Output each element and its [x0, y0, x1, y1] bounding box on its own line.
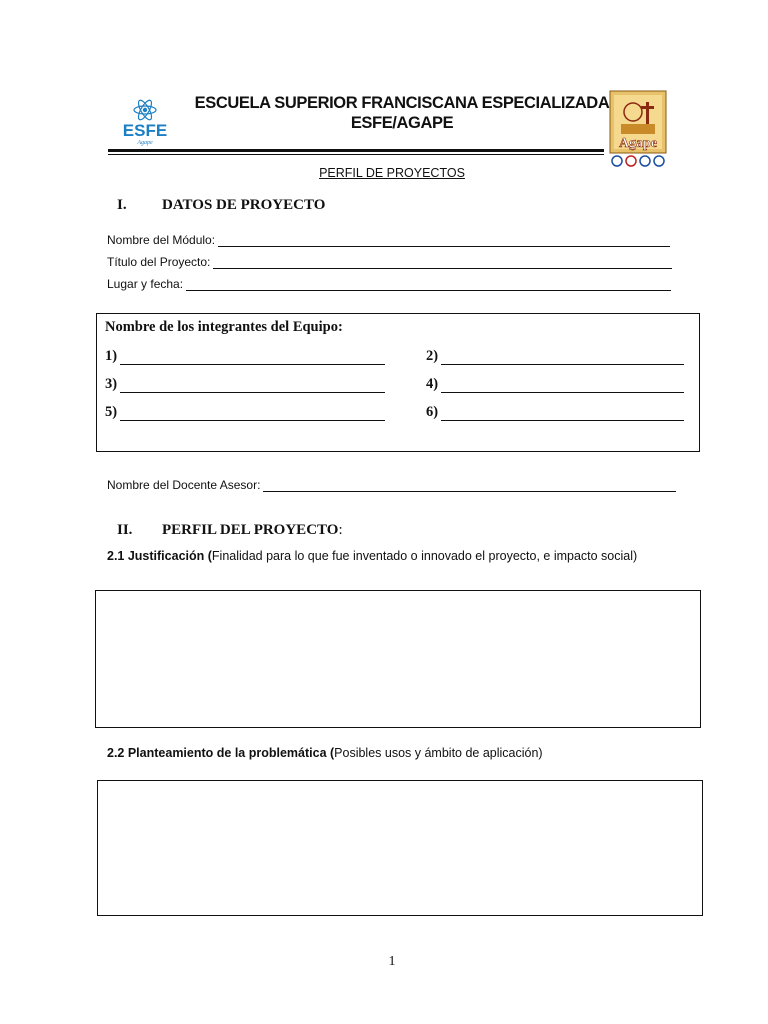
member-field-1[interactable]: [105, 348, 385, 365]
member-line-6[interactable]: [441, 408, 684, 421]
member-number-1: 1): [105, 348, 118, 364]
member-field-6[interactable]: [426, 404, 684, 421]
member-line-1[interactable]: [120, 352, 385, 365]
member-field-4[interactable]: [426, 376, 684, 393]
team-members-box: [96, 313, 700, 452]
member-number-4: 4): [426, 376, 439, 392]
member-line-3[interactable]: [120, 380, 385, 393]
place-date-label: Lugar y fecha:: [107, 277, 184, 291]
member-number-6: 6): [426, 404, 439, 420]
section1-title: DATOS DE PROYECTO: [162, 197, 326, 213]
school-name: ESCUELA SUPERIOR FRANCISCANA ESPECIALIZADA: [194, 94, 610, 112]
member-number-2: 2): [426, 348, 439, 364]
page-number: 1: [388, 954, 396, 969]
svg-text:Agape: Agape: [137, 140, 153, 146]
place-date-line[interactable]: [186, 279, 671, 291]
school-abbrev: ESFE/AGAPE: [350, 114, 454, 132]
problem-statement-answer-box[interactable]: [97, 780, 703, 916]
justification-heading: 2.1 Justificación (Finalidad para lo que fue inventado o innovado el proyecto, e impacto social): [107, 549, 638, 563]
module-name-label: Nombre del Módulo:: [107, 233, 216, 247]
project-title-field[interactable]: [107, 255, 672, 269]
svg-text:ESFE: ESFE: [122, 121, 168, 140]
project-title-line[interactable]: [213, 257, 672, 269]
member-field-3[interactable]: [105, 376, 385, 393]
section2-number: II.: [117, 522, 133, 538]
member-line-2[interactable]: [441, 352, 684, 365]
agape-association-logo-icon: [609, 90, 667, 172]
advisor-field[interactable]: [107, 478, 676, 492]
section2-title: PERFIL DEL PROYECTO:: [162, 522, 343, 538]
advisor-line[interactable]: [263, 480, 676, 492]
team-heading: Nombre de los integrantes del Equipo:: [105, 319, 343, 335]
member-field-2[interactable]: [426, 348, 684, 365]
member-line-4[interactable]: [441, 380, 684, 393]
form-title: PERFIL DE PROYECTOS: [319, 166, 465, 180]
svg-text:Agape: Agape: [618, 136, 658, 151]
project-title-label: Título del Proyecto:: [107, 255, 211, 269]
module-name-line[interactable]: [218, 235, 670, 247]
place-date-field[interactable]: [107, 277, 671, 291]
problem-statement-heading: 2.2 Planteamiento de la problemática (Posibles usos y ámbito de aplicación): [107, 746, 543, 760]
module-name-field[interactable]: [107, 233, 670, 247]
member-number-3: 3): [105, 376, 118, 392]
section1-number: I.: [117, 197, 127, 213]
advisor-label: Nombre del Docente Asesor:: [107, 478, 261, 492]
justification-answer-box[interactable]: [95, 590, 701, 728]
member-field-5[interactable]: [105, 404, 385, 421]
header-rule-thick: [108, 149, 604, 152]
member-line-5[interactable]: [120, 408, 385, 421]
member-number-5: 5): [105, 404, 118, 420]
header-rule-thin: [108, 154, 604, 155]
